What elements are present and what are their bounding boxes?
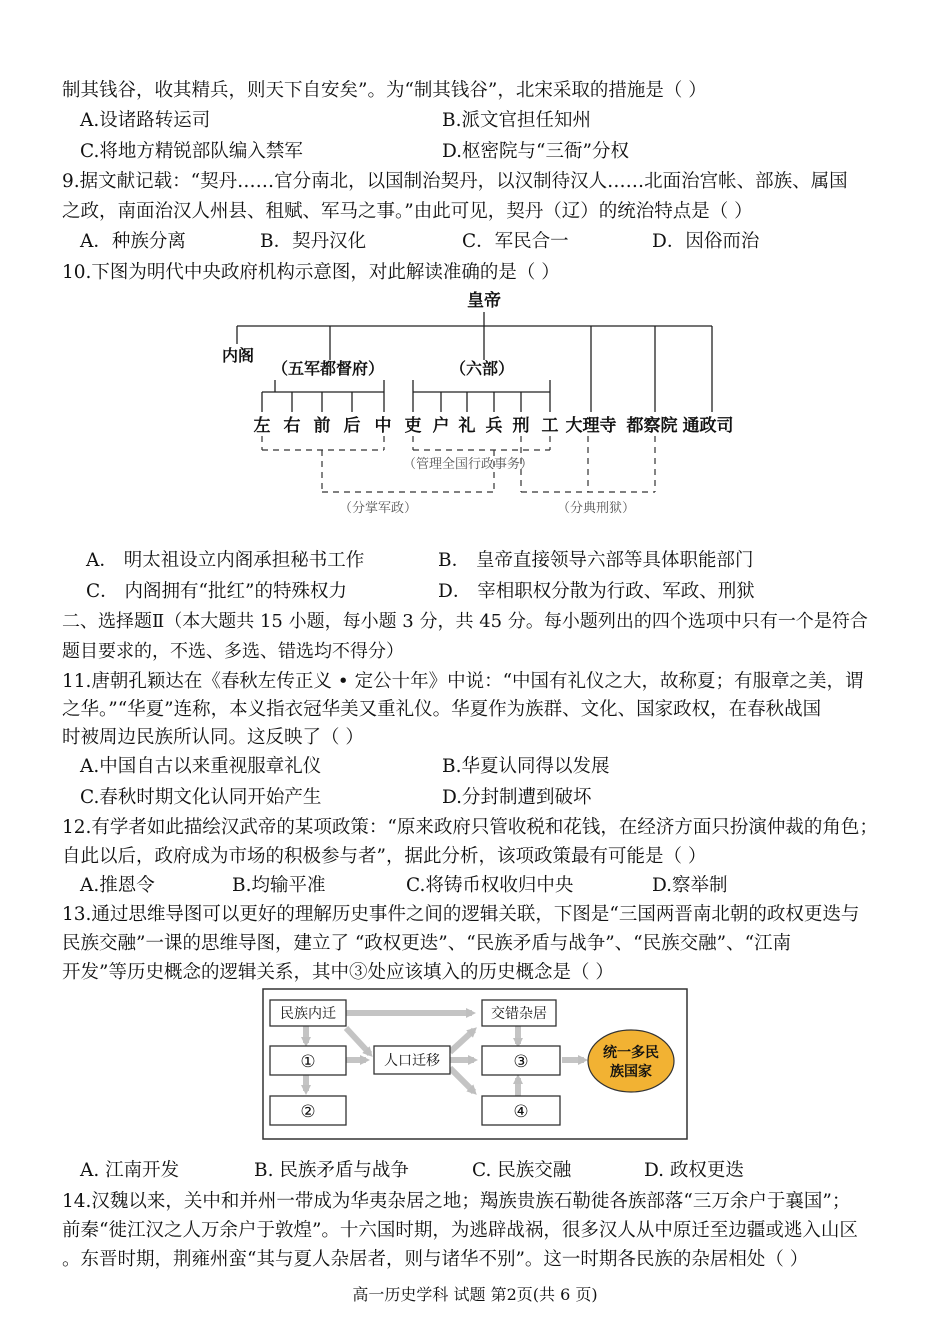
q11-option-d: D.分封制遭到破坏 — [442, 787, 592, 808]
ministry-1: 户 — [432, 416, 450, 436]
q8-option-b: B.派文官担任知州 — [442, 110, 591, 131]
q12-option-d: D.察举制 — [652, 875, 728, 896]
q8-text-line: 制其钱谷，收其精兵，则天下自安矣”。为“制其钱谷”，北宋采取的措施是（ ） — [62, 80, 707, 101]
q10-option-b: B． 皇帝直接领导六部等具体职能部门 — [438, 550, 754, 571]
q12-option-c: C.将铸币权收归中央 — [406, 875, 574, 896]
cabinet-label: 内阁 — [222, 346, 255, 365]
q13-text-line-1: 13.通过思维导图可以更好的理解历史事件之间的逻辑关联，下图是“三国两晋南北朝的政权更迭与 — [62, 904, 860, 925]
section-2-header-line-1: 二、选择题Ⅱ（本大题共 15 小题，每小题 3 分，共 45 分。每小题列出的四个选项中只有一个是符合 — [62, 611, 868, 632]
army-unit-1: 右 — [283, 416, 301, 436]
unified-nation-label-1: 统一多民 — [603, 1045, 659, 1061]
q9-option-c: C．军民合一 — [462, 231, 569, 252]
q11-option-a: A.中国自古以来重视服章礼仪 — [80, 756, 322, 777]
q13-text-line-3: 开发”等历史概念的逻辑关系，其中③处应该填入的历史概念是（ ） — [62, 962, 614, 983]
emperor-label: 皇帝 — [467, 291, 501, 311]
ministry-4: 刑 — [512, 416, 530, 436]
q10-text-line: 10.下图为明代中央政府机构示意图，对此解读准确的是（ ） — [62, 262, 560, 283]
q10-option-c: C． 内阁拥有“批红”的特殊权力 — [86, 581, 347, 602]
q9-text-line-1: 9.据文献记载：“契丹……官分南北，以国制治契丹，以汉制待汉人……北面治宫帐、部族、属国 — [62, 171, 848, 192]
army-unit-0: 左 — [253, 416, 271, 436]
q8-option-d: D.枢密院与“三衙”分权 — [442, 141, 629, 162]
q8-option-a: A.设诸路转运司 — [80, 110, 211, 131]
mind-map-diagram — [262, 988, 688, 1140]
q11-text-line-3: 时被周边民族所认同。这反映了（ ） — [62, 727, 364, 748]
q11-option-c: C.春秋时期文化认同开始产生 — [80, 787, 322, 808]
ministry-2: 礼 — [458, 416, 476, 436]
ming-government-diagram — [0, 0, 950, 560]
ministry-3: 兵 — [485, 416, 503, 436]
q10-option-a: A． 明太祖设立内阁承担秘书工作 — [86, 550, 365, 571]
q13-option-c: C. 民族交融 — [472, 1160, 572, 1181]
note-judicial: （分典刑狱） — [556, 501, 636, 516]
army-unit-2: 前 — [313, 416, 331, 436]
note-admin: （管理全国行政事务） — [402, 457, 534, 472]
q12-text-line-1: 12.有学者如此描绘汉武帝的某项政策：“原来政府只管收税和花钱，在经济方面只扮演仲裁的角色； — [62, 817, 878, 838]
ministry-0: 吏 — [404, 416, 422, 436]
q9-option-a: A．种族分离 — [80, 231, 186, 252]
ministry-5: 工 — [541, 416, 559, 436]
population-label: 人口迁移 — [384, 1053, 440, 1069]
q13-option-a: A. 江南开发 — [80, 1160, 180, 1181]
q11-text-line-2: 之华。”“华夏”连称，本义指衣冠华美又重礼仪。华夏作为族群、文化、国家政权，在春秋战国 — [62, 699, 822, 720]
q9-option-b: B．契丹汉化 — [260, 231, 367, 252]
q14-text-line-1: 14.汉魏以来，关中和并州一带成为华夷杂居之地；羯族贵族石勒徙各族部落“三万余户于襄国”； — [62, 1191, 851, 1212]
q12-text-line-2: 自此以后，政府成为市场的积极参与者”，据此分析，该项政策最有可能是（ ） — [62, 846, 707, 867]
army-unit-4: 中 — [374, 416, 392, 436]
q11-text-line-1: 11.唐朝孔颖达在《春秋左传正义 • 定公十年》中说：“中国有礼仪之大，故称夏；有服章之美，谓 — [62, 671, 864, 692]
q8-option-c: C.将地方精锐部队编入禁军 — [80, 141, 303, 162]
q12-option-a: A.推恩令 — [80, 875, 155, 896]
duchayuan-label: 都察院 — [626, 416, 678, 436]
box-2-label: ② — [300, 1102, 316, 1122]
section-2-header-line-2: 题目要求的，不选、多选、错选均不得分） — [62, 641, 404, 662]
box-4-label: ④ — [513, 1102, 529, 1122]
unified-nation-label-2: 族国家 — [610, 1064, 652, 1080]
q11-option-b: B.华夏认同得以发展 — [442, 756, 610, 777]
box-1-label: ① — [300, 1052, 316, 1072]
page-footer: 高一历史学科 试题 第2页(共 6 页) — [352, 1285, 598, 1304]
migration-in-label: 民族内迁 — [280, 1006, 336, 1022]
army-unit-3: 后 — [343, 416, 361, 436]
mixed-living-label: 交错杂居 — [491, 1006, 547, 1022]
q12-option-b: B.均输平准 — [232, 875, 326, 896]
tongzhengsi-label: 通政司 — [682, 416, 734, 436]
q9-text-line-2: 之政，南面治汉人州县、租赋、军马之事。”由此可见，契丹（辽）的统治特点是（ ） — [62, 201, 753, 222]
q14-text-line-3: 。东晋时期，荆雍州蛮“其与夏人杂居者，则与诸华不别”。这一时期各民族的杂居相处（ ） — [62, 1249, 809, 1270]
box-3-label: ③ — [513, 1052, 529, 1072]
dali-label: 大理寺 — [565, 416, 617, 436]
q14-text-line-2: 前秦“徙江汉之人万余户于敦煌”。十六国时期，为逃辟战祸，很多汉人从中原迁至边疆或逃入山区 — [62, 1220, 858, 1241]
q13-option-b: B. 民族矛盾与战争 — [254, 1160, 409, 1181]
q10-option-d: D． 宰相职权分散为行政、军政、刑狱 — [438, 581, 755, 602]
q13-text-line-2: 民族交融”一课的思维导图，建立了 “政权更迭”、“民族矛盾与战争”、“民族交融”、“江南 — [62, 933, 792, 954]
q13-option-d: D. 政权更迭 — [644, 1160, 744, 1181]
q9-option-d: D．因俗而治 — [652, 231, 760, 252]
five-army-label: （五军都督府） — [271, 359, 385, 378]
note-military: （分掌军政） — [338, 501, 418, 516]
six-ministries-label: （六部） — [449, 359, 515, 378]
unified-nation-ellipse — [588, 1030, 674, 1092]
